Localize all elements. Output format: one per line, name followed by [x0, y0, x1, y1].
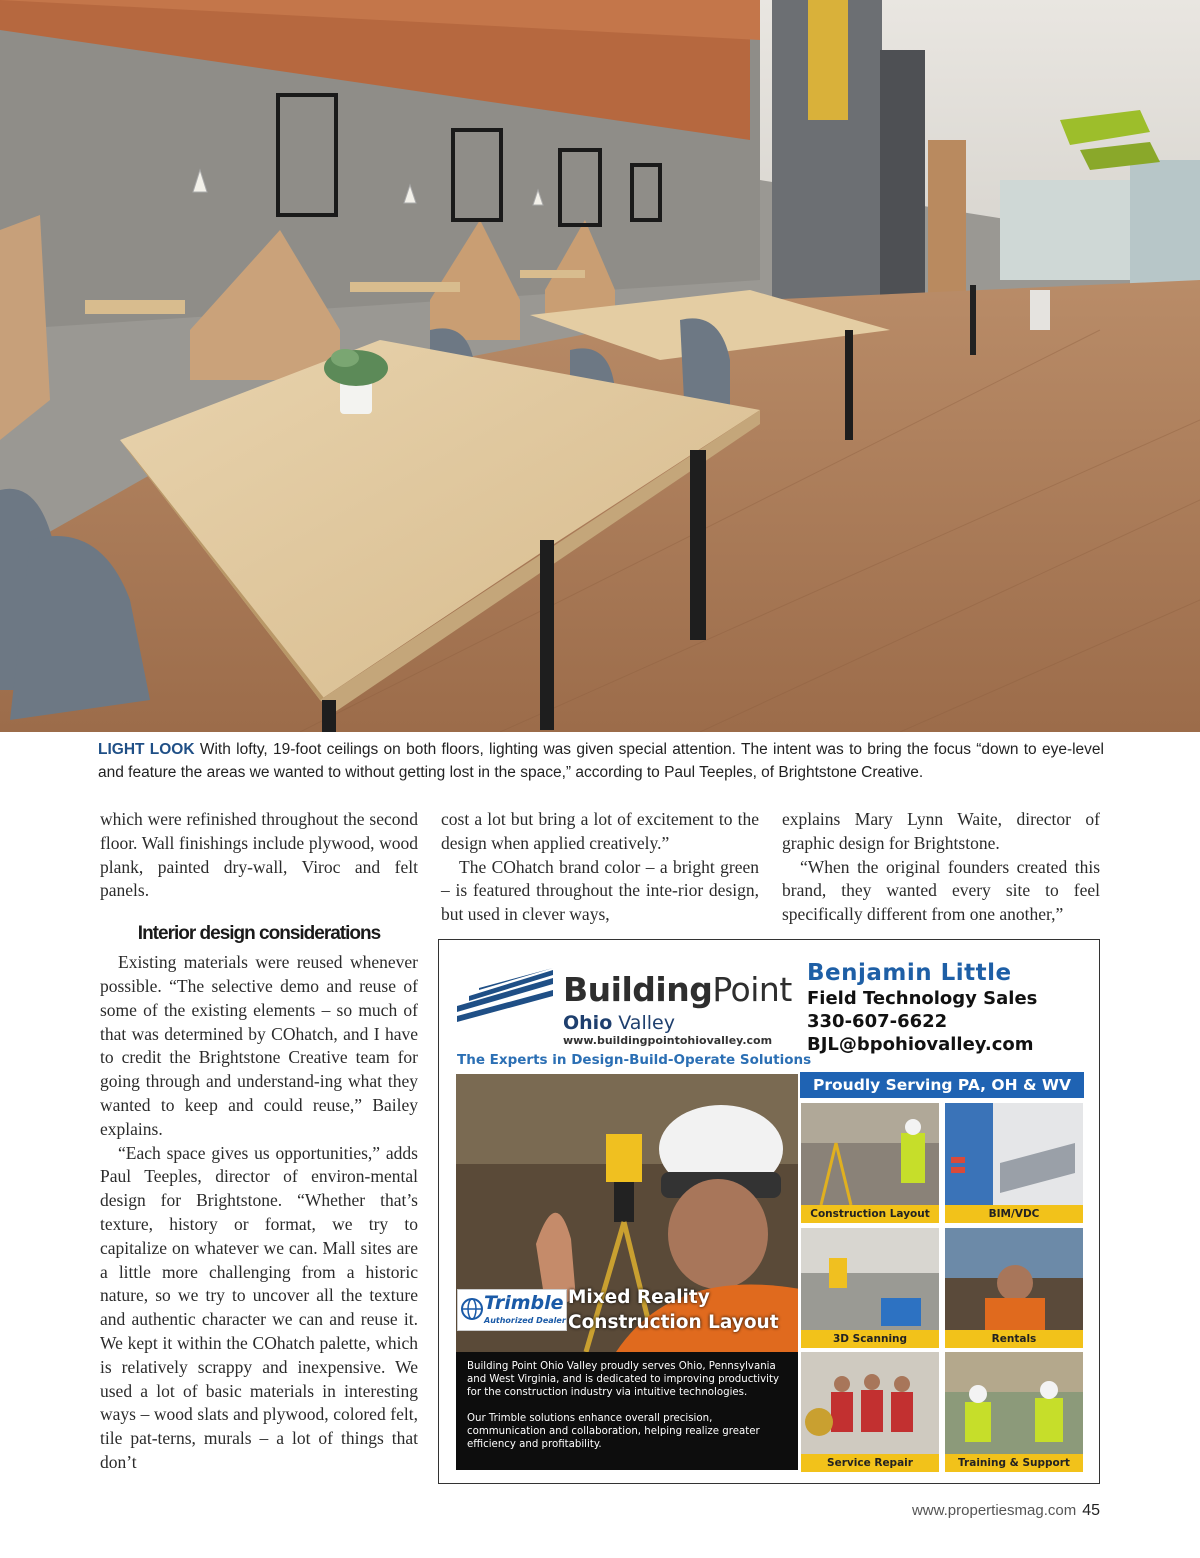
- buildingpoint-logo-icon: [455, 968, 555, 1028]
- tile-bim-vdc: [945, 1103, 1083, 1223]
- brand-region: Ohio Valley: [563, 1012, 675, 1034]
- trimble-sub: Authorized Dealer: [484, 1316, 566, 1325]
- mixed-reality-panel: [456, 1074, 798, 1470]
- blurb-paragraph: Our Trimble solutions enhance overall precision, communication and collaboration, helping realize greater efficiency and profitability.: [467, 1413, 760, 1450]
- page-footer: [912, 1502, 1100, 1520]
- contact-block: [807, 960, 1097, 1055]
- article-column-3: [782, 808, 1100, 927]
- subheading: Interior design considerations: [137, 923, 381, 945]
- tile-3d-scanning: [801, 1228, 939, 1348]
- tile-service-repair: [801, 1352, 939, 1472]
- trimble-badge: [457, 1289, 567, 1331]
- tile-label: Service Repair: [801, 1454, 939, 1472]
- trimble-globe-icon: [460, 1297, 484, 1321]
- paragraph: The COhatch brand color – a bright green – is featured throughout the inte-rior design, but used in clever ways,: [441, 856, 759, 925]
- paragraph: Existing materials were reused whenever possible. “The selective demo and reuse of some of the existing elements – so much of that was determined by COhatch, and I have to credit the Brightstone Creative team for going through and understand-ing what they wanted to keep and could reuse,” Bailey explains.: [100, 952, 418, 1139]
- tile-construction-layout: [801, 1103, 939, 1223]
- paragraph: cost a lot but bring a lot of excitement to the design when applied creatively.”: [441, 809, 759, 853]
- tile-rentals: [945, 1228, 1083, 1348]
- tile-label: Training & Support: [945, 1454, 1083, 1472]
- trimble-name: Trimble: [484, 1292, 564, 1314]
- paragraph: explains Mary Lynn Waite, director of graphic design for Brightstone.: [782, 809, 1100, 853]
- tile-label: Construction Layout: [801, 1205, 939, 1223]
- page-number: 45: [1082, 1502, 1100, 1519]
- hero-photo: [0, 0, 1200, 732]
- footer-url: www.propertiesmag.com: [911, 1502, 1077, 1519]
- contact-email: BJL@bpohiovalley.com: [807, 1034, 1034, 1055]
- caption-text: With lofty, 19-foot ceilings on both floors, lighting was given special attention. The intent was to bring the focus “down to eye-level and feature the areas we wanted to without getting lost in the space,” according to Paul Teeples, of Brightstone Creative.: [98, 741, 1104, 781]
- tile-label: Rentals: [945, 1330, 1083, 1348]
- article-column-1: [100, 808, 418, 1475]
- cafe-interior-image: [0, 0, 1200, 732]
- photo-caption: [98, 738, 1104, 784]
- blurb-paragraph: Building Point Ohio Valley proudly serves Ohio, Pennsylvania and West Virginia, and is dedicated to improving productivity for the construction industry via intuitive technologies.: [467, 1361, 780, 1398]
- article-column-2: [441, 808, 759, 927]
- buildingpoint-advertisement: [438, 939, 1100, 1484]
- buildingpoint-logo: [455, 960, 795, 1050]
- paragraph: “Each space gives us opportunities,” adds Paul Teeples, director of environ-mental design for Brightstone. “Whether that’s texture, history or format, we try to capitalize on whatever we can. Mall sites are a little more challenging from a historic nature, so we try to uncover all the texture and authentic character we can and reuse it. We kept it within the COhatch palette, which is relatively scrappy and inexpensive. We used a lot of basic materials in interesting ways – wood slats and plywood, colored felt, tile pat-terns, murals – a lot of things that don’t: [100, 1142, 418, 1472]
- tile-label: BIM/VDC: [945, 1205, 1083, 1223]
- contact-phone: 330-607-6622: [807, 1011, 948, 1032]
- ad-blurb: [456, 1352, 798, 1470]
- tile-training-support: [945, 1352, 1083, 1472]
- caption-lead: LIGHT LOOK: [98, 741, 195, 758]
- paragraph: “When the original founders created this brand, they wanted every site to feel specifically different from one another,”: [782, 856, 1100, 925]
- serving-banner: Proudly Serving PA, OH & WV: [800, 1072, 1084, 1098]
- tile-label: 3D Scanning: [801, 1330, 939, 1348]
- brand-name: BuildingPoint: [563, 970, 792, 1009]
- brand-url: www.buildingpointohiovalley.com: [563, 1034, 773, 1047]
- ad-tagline: The Experts in Design-Build-Operate Solutions: [457, 1052, 812, 1068]
- contact-name: Benjamin Little: [807, 960, 1012, 986]
- paragraph: which were refinished throughout the second floor. Wall finishings include plywood, wood plank, painted dry-wall, Viroc and felt panels.: [100, 809, 418, 901]
- contact-title: Field Technology Sales: [807, 988, 1038, 1009]
- mixed-reality-title: Mixed Reality Construction Layout: [568, 1287, 779, 1333]
